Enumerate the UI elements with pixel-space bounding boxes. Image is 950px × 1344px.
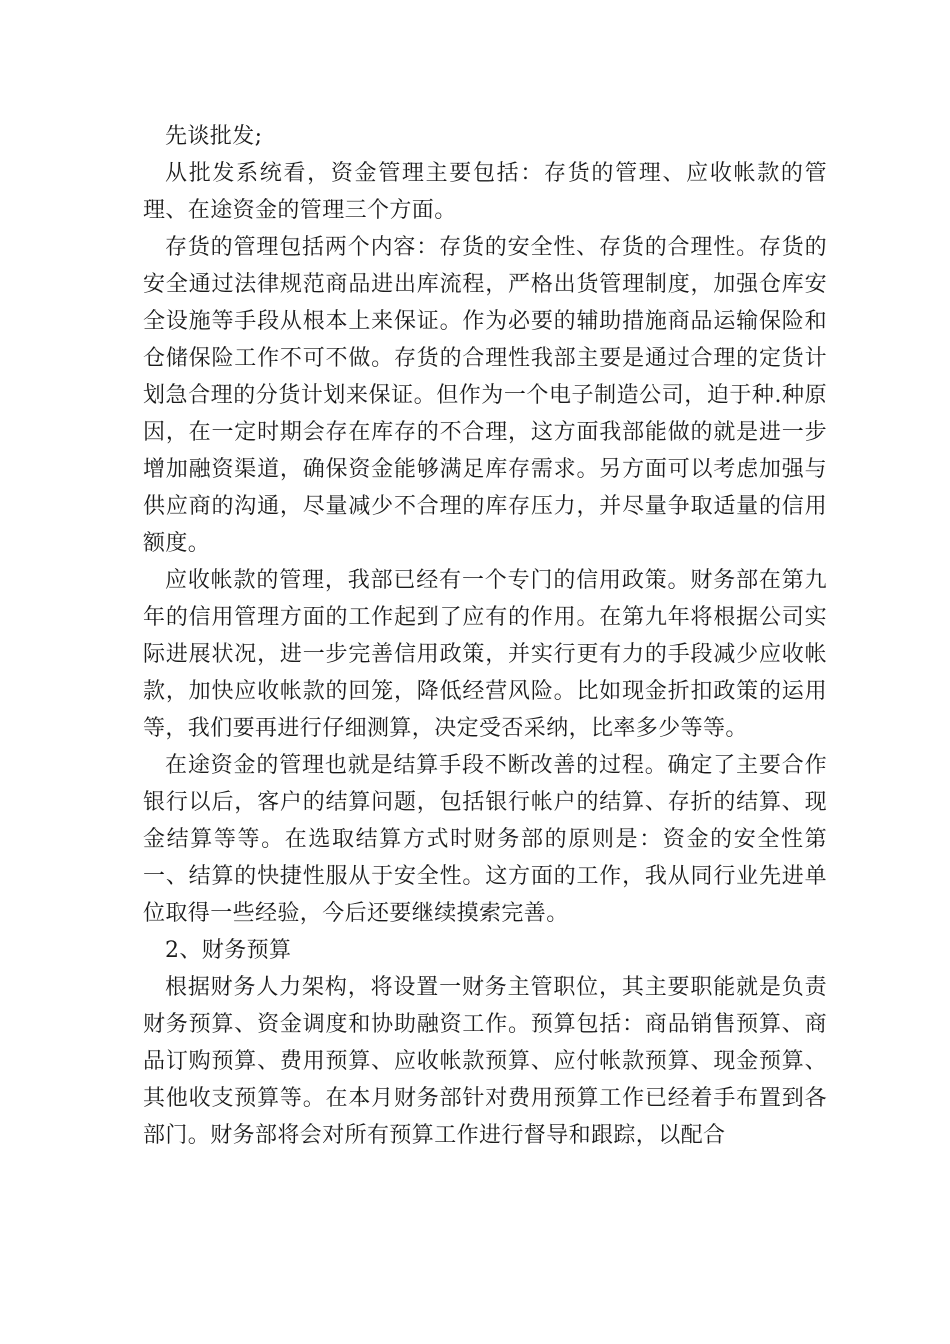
- paragraph-receivables-management: 应收帐款的管理，我部已经有一个专门的信用政策。财务部在第九年的信用管理方面的工作起到了应有的作用。在第九年将根据公司实际进展状况，进一步完善信用政策，并实行更有力的手段减少应收帐款，加快应收帐款的回笼，降低经营风险。比如现金折扣政策的运用等，我们要再进行仔细测算，决定受否采纳，比率多少等等。: [143, 568, 827, 741]
- paragraph-wholesale-overview: 从批发系统看，资金管理主要包括：存货的管理、应收帐款的管理、在途资金的管理三个方面。: [143, 161, 827, 223]
- intro-line: 先谈批发;: [165, 124, 263, 149]
- paragraph-financial-budget: 根据财务人力架构，将设置一财务主管职位，其主要职能就是负责财务预算、资金调度和协助融资工作。预算包括：商品销售预算、商品订购预算、费用预算、应收帐款预算、应付帐款预算、现金预算、其他收支预算等。在本月财务部针对费用预算工作已经着手布置到各部门。财务部将会对所有预算工作进行督导和跟踪，以配合: [143, 975, 827, 1148]
- document-body: [143, 118, 827, 1154]
- section-heading-budget: 2、财务预算: [165, 938, 292, 963]
- paragraph-inventory-management: 存货的管理包括两个内容：存货的安全性、存货的合理性。存货的安全通过法律规范商品进出库流程，严格出货管理制度，加强仓库安全设施等手段从根本上来保证。作为必要的辅助措施商品运输保险和仓储保险工作不可不做。存货的合理性我部主要是通过合理的定货计划急合理的分货计划来保证。但作为一个电子制造公司，迫于种.种原因，在一定时期会存在库存的不合理，这方面我部能做的就是进一步增加融资渠道，确保资金能够满足库存需求。另方面可以考虑加强与供应商的沟通，尽量减少不合理的库存压力，并尽量争取适量的信用额度。: [143, 235, 827, 556]
- paragraph-in-transit-funds: 在途资金的管理也就是结算手段不断改善的过程。确定了主要合作银行以后，客户的结算问题，包括银行帐户的结算、存折的结算、现金结算等等。在选取结算方式时财务部的原则是：资金的安全性第一、结算的快捷性服从于安全性。这方面的工作，我从同行业先进单位取得一些经验，今后还要继续摸索完善。: [143, 753, 827, 926]
